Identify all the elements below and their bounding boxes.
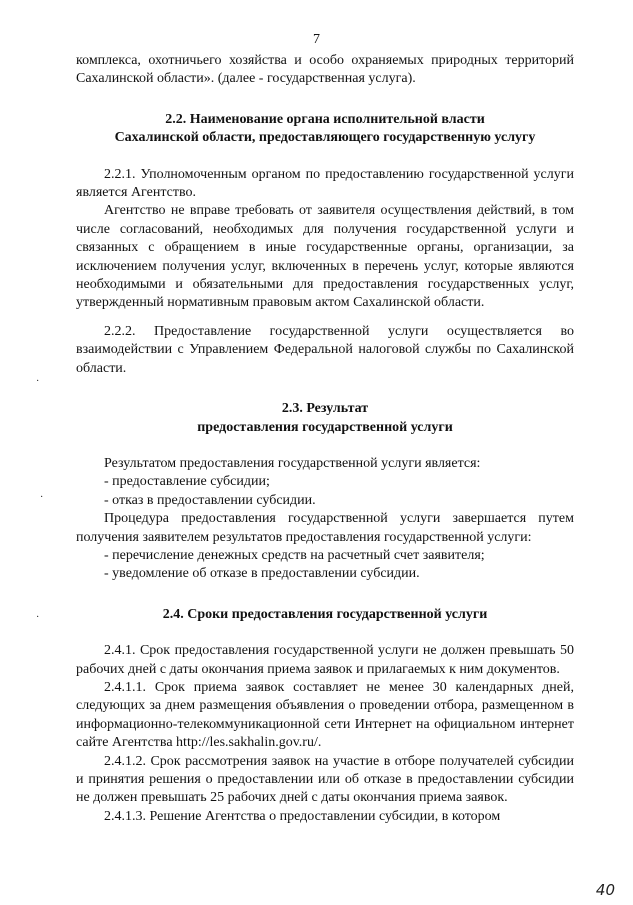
paragraph-2-4-1-2: 2.4.1.2. Срок рассмотрения заявок на участие в отборе получателей субсидии и принятия решения о предоставлении или об отказе в предоставлении субсидии не должен превышать 25 рабочих дней с даты окончания приема заявок.	[76, 753, 574, 806]
document-body	[76, 52, 574, 826]
paragraph-2-2-1-cont: Агентство не вправе требовать от заявителя осуществления действий, в том числе согласований, необходимых для получения государственной услуги и связанных с обращением в иные государственные органы, организации, за исключением получения услуг, включенных в перечень услуг, которые являются необходимыми и обязательными для предоставления государственных услуг, утвержденный нормативным правовым актом Сахалинской области.	[76, 203, 574, 311]
section-2-2	[76, 111, 574, 378]
paragraph-2-2-1: 2.2.1. Уполномоченным органом по предоставлению государственной услуги является Агентство.	[76, 166, 574, 201]
section-2-4-heading: 2.4. Сроки предоставления государственной услуги	[162, 606, 488, 622]
section-2-3-heading-line1: 2.3. Результат	[281, 401, 369, 417]
section-2-3-heading-line2: предоставления государственной услуги	[197, 419, 453, 435]
scan-speck: ·	[40, 492, 44, 503]
section-2-4	[76, 606, 574, 826]
page-number: 7	[313, 32, 320, 47]
section-2-3	[76, 400, 574, 584]
scan-speck: ·	[36, 376, 40, 387]
list-item: - уведомление об отказе в предоставлении субсидии.	[104, 566, 420, 582]
paragraph-2-4-1-3: 2.4.1.3. Решение Агентства о предоставлении субсидии, в котором	[104, 808, 501, 824]
section-2-2-heading-line1: 2.2. Наименование органа исполнительной власти	[165, 111, 485, 127]
paragraph-2-4-1: 2.4.1. Срок предоставления государственной услуги не должен превышать 50 рабочих дней с даты окончания приема заявок и прилагаемых к ним документов.	[76, 643, 574, 677]
list-item: - отказ в предоставлении субсидии.	[104, 492, 316, 508]
paragraph-2-3-result: Результатом предоставления государственной услуги является:	[104, 455, 481, 471]
scan-speck: ·	[36, 612, 40, 623]
list-item: - предоставление субсидии;	[104, 474, 270, 490]
paragraph-2-2-2: 2.2.2. Предоставление государственной услуги осуществляется во взаимодействии с Управлением Федеральной налоговой службы по Сахалинской области.	[76, 323, 574, 376]
handwritten-page-mark: 40	[595, 881, 615, 899]
list-item: - перечисление денежных средств на расчетный счет заявителя;	[104, 547, 485, 563]
paragraph-2-4-1-1: 2.4.1.1. Срок приема заявок составляет не менее 30 календарных дней, следующих за днем размещения объявления о проведении отбора, размещенном в информационно-телекоммуникационной сети Интернет на официальном интернет сайте Агентства http://les.sakhalin.gov.ru/.	[76, 679, 574, 751]
paragraph-2-3-procedure: Процедура предоставления государственной услуги завершается путем получения заявителем результатов предоставления государственной услуги:	[76, 511, 574, 545]
section-2-2-heading-line2: Сахалинской области, предоставляющего государственную услугу	[114, 130, 536, 146]
intro-paragraph: комплекса, охотничьего хозяйства и особо охраняемых природных территорий Сахалинской области». (далее - государственная услуга).	[76, 53, 574, 87]
